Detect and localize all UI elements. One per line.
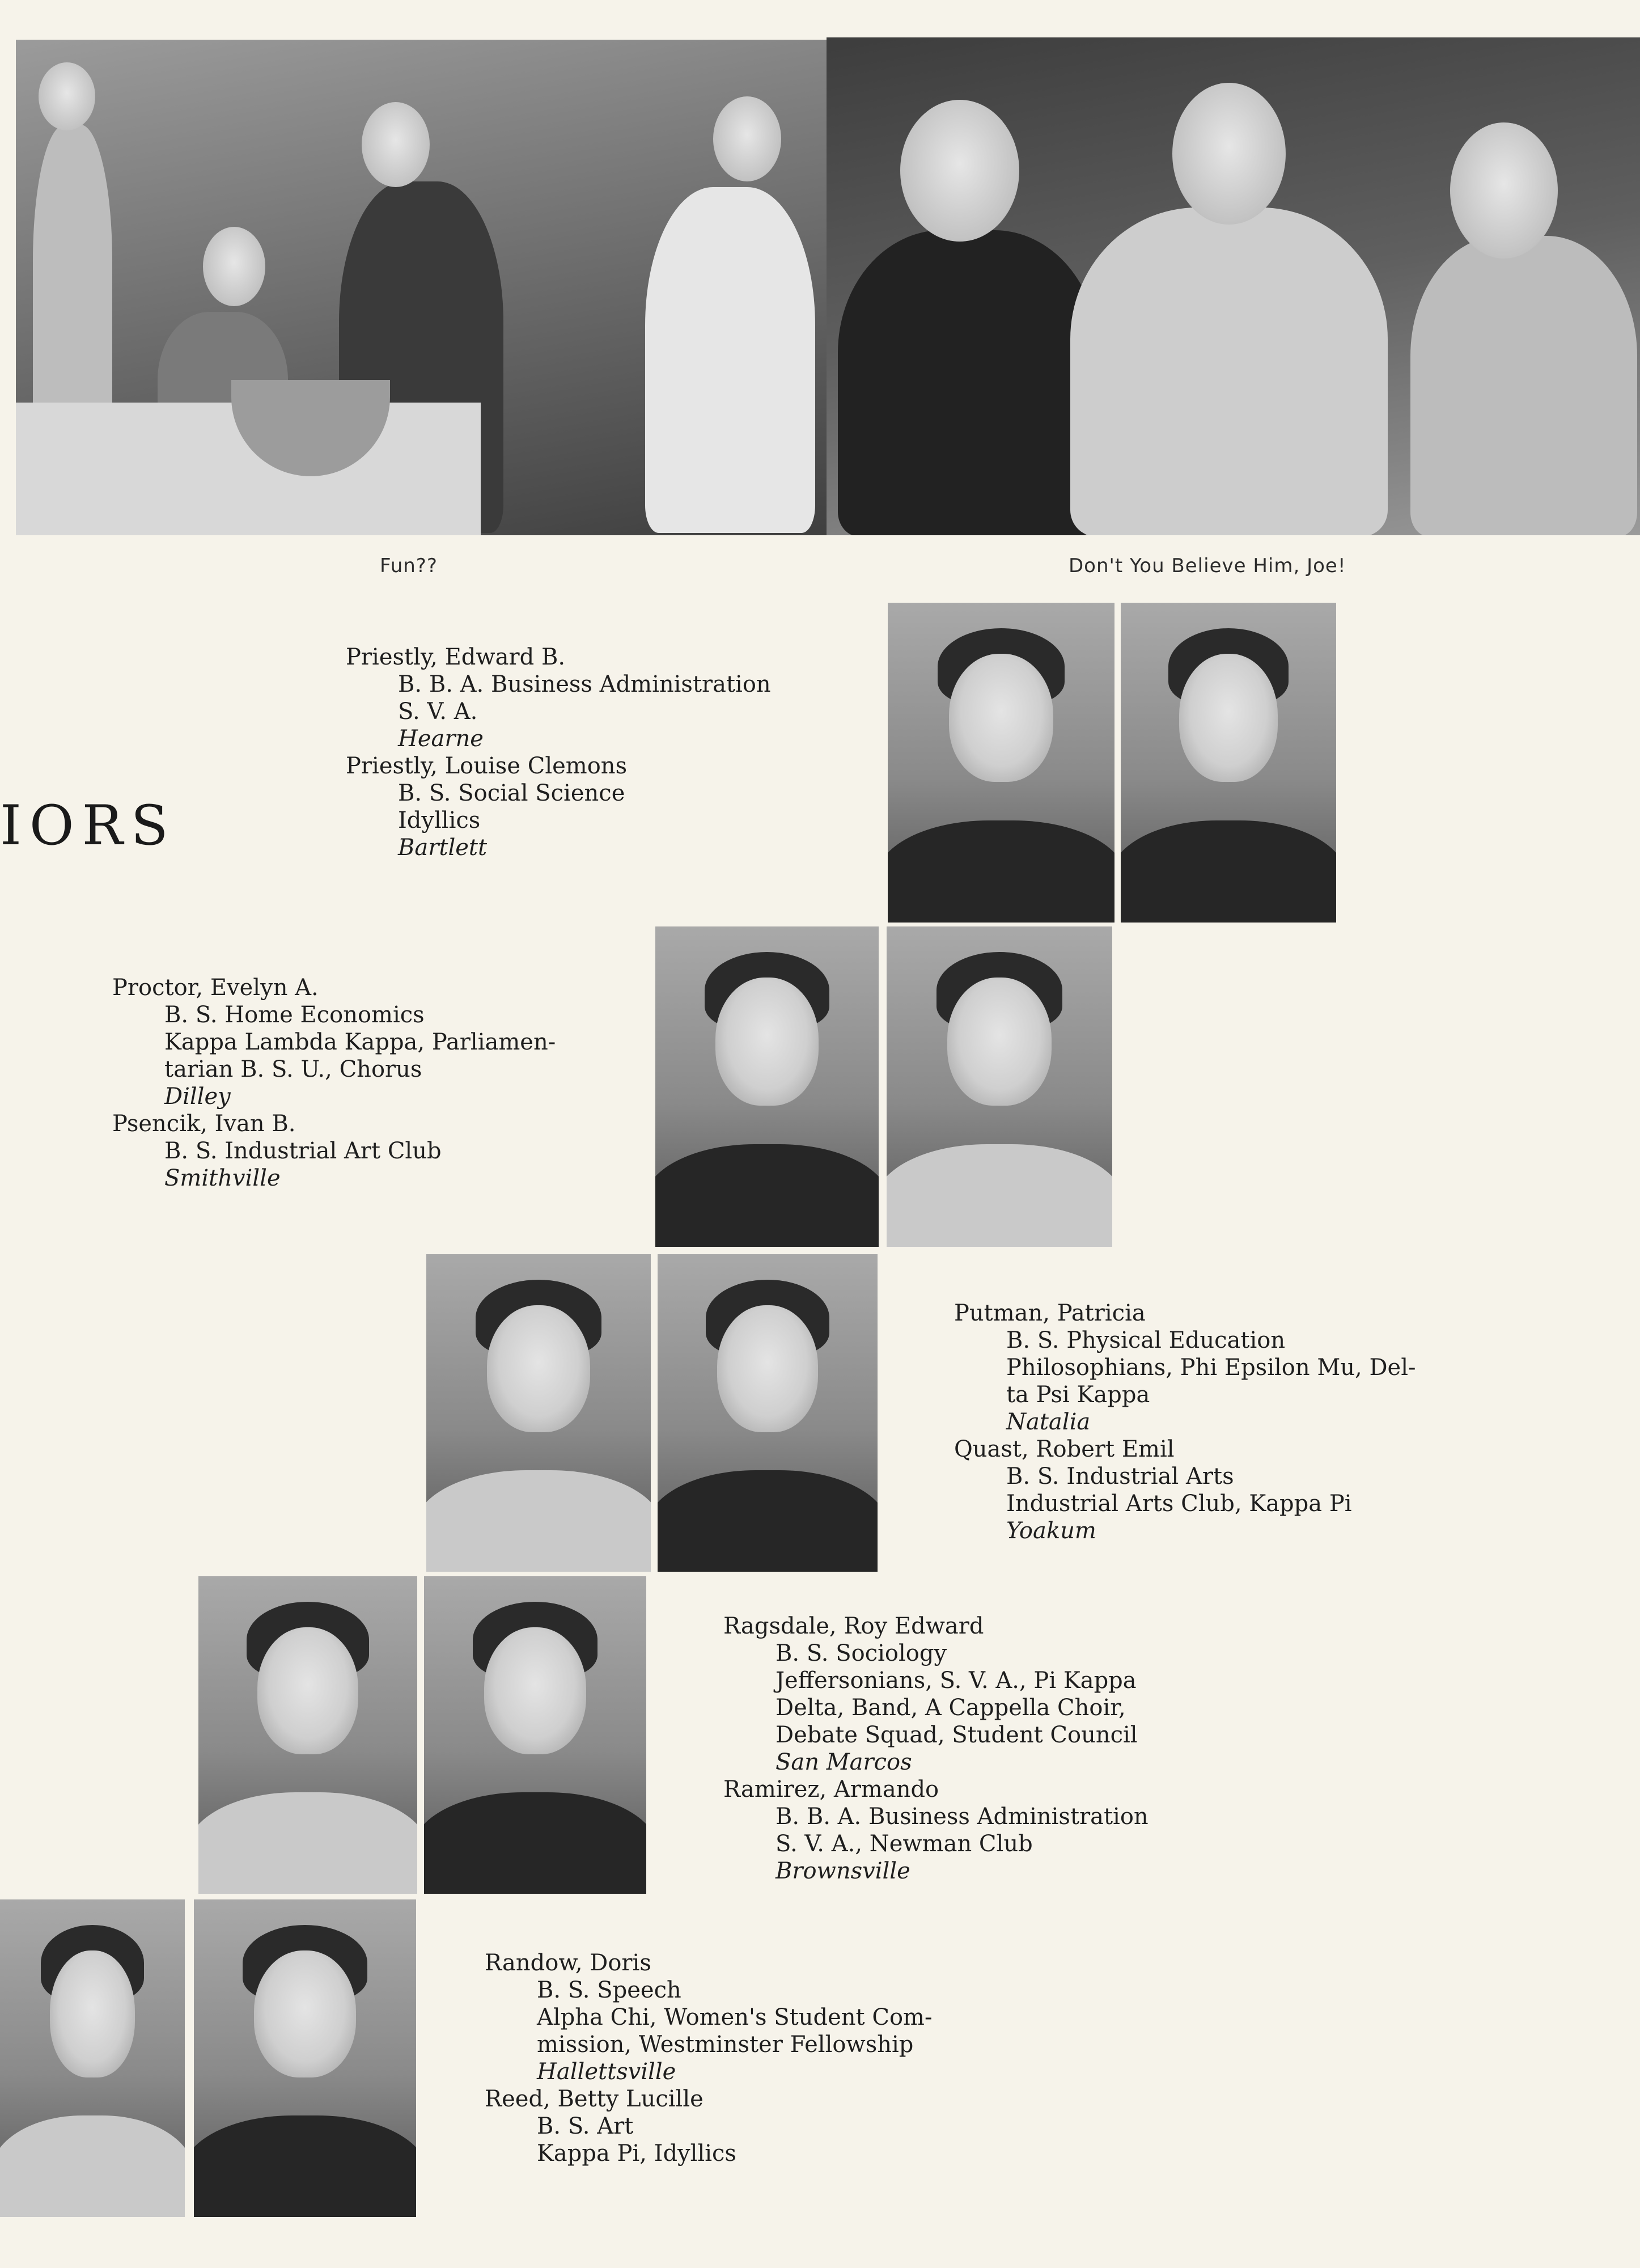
sofa-candid-photo: [827, 37, 1640, 535]
entry-name: Quast, Robert Emil: [954, 1436, 1175, 1462]
entry-degree: B. S. Sociology: [775, 1640, 947, 1666]
entry-degree: B. S. Speech: [537, 1977, 681, 2003]
portrait-ragsdale-roy: [198, 1576, 417, 1894]
entry-activities: Jeffersonians, S. V. A., Pi Kappa: [775, 1668, 1137, 1694]
entry-activities: ta Psi Kappa: [1006, 1382, 1150, 1408]
entry-hometown: Smithville: [164, 1165, 281, 1191]
entry-hometown: Brownsville: [775, 1858, 910, 1884]
entry-activities: Industrial Arts Club, Kappa Pi: [1006, 1491, 1352, 1517]
entry-degree: B. S. Art: [537, 2113, 634, 2139]
portrait-ramirez-armando: [424, 1576, 646, 1894]
entry-activities: mission, Westminster Fellowship: [537, 2032, 914, 2058]
entry-name: Reed, Betty Lucille: [485, 2086, 704, 2112]
entries-proctor-psencik: [112, 974, 556, 1192]
entry-hometown: Bartlett: [398, 835, 488, 861]
entry-degree: B. S. Social Science: [398, 780, 625, 806]
entry-activities: Idyllics: [398, 807, 481, 833]
entry-hometown: San Marcos: [775, 1749, 912, 1775]
portrait-reed-betty: [194, 1899, 416, 2217]
entry-degree: B. B. A. Business Administration: [398, 671, 771, 697]
entries-randow-reed: [485, 1949, 932, 2167]
entry-degree: B. S. Home Economics: [164, 1002, 425, 1028]
entry-degree: B. S. Industrial Arts: [1006, 1463, 1234, 1490]
entry-activities: tarian B. S. U., Chorus: [164, 1056, 422, 1082]
entry-name: Ramirez, Armando: [723, 1776, 939, 1802]
entry-hometown: Hallettsville: [537, 2059, 676, 2085]
kitchen-candid-photo: [16, 40, 827, 535]
portrait-putman-patricia: [426, 1254, 651, 1572]
entry-name: Randow, Doris: [485, 1950, 651, 1976]
entry-hometown: Dilley: [164, 1084, 231, 1110]
entry-degree: B. S. Physical Education: [1006, 1327, 1286, 1353]
portrait-priestly-louise: [1121, 603, 1336, 923]
entry-hometown: Yoakum: [1006, 1518, 1096, 1544]
entries-ragsdale-ramirez: [723, 1613, 1149, 1885]
entry-degree: B. B. A. Business Administration: [775, 1804, 1149, 1830]
portrait-priestly-edward: [888, 603, 1114, 923]
caption-fun: Fun??: [380, 555, 438, 577]
entry-activities: S. V. A.: [398, 699, 478, 725]
entry-hometown: Natalia: [1006, 1409, 1091, 1435]
portrait-psencik-ivan: [887, 926, 1112, 1247]
entry-activities: Kappa Lambda Kappa, Parliamen-: [164, 1029, 556, 1055]
caption-dont-you-believe-him: Don't You Believe Him, Joe!: [1069, 555, 1346, 577]
entry-name: Ragsdale, Roy Edward: [723, 1613, 984, 1639]
entry-name: Psencik, Ivan B.: [112, 1111, 296, 1137]
entry-name: Priestly, Louise Clemons: [346, 753, 628, 779]
entry-activities: Alpha Chi, Women's Student Com-: [537, 2004, 933, 2030]
entries-priestly: [346, 644, 771, 861]
portrait-randow-doris: [0, 1899, 185, 2217]
section-heading: IORS: [0, 794, 176, 857]
portrait-proctor-evelyn: [655, 926, 879, 1247]
entry-name: Putman, Patricia: [954, 1300, 1146, 1326]
entry-activities: Delta, Band, A Cappella Choir,: [775, 1695, 1126, 1721]
portrait-quast-robert: [658, 1254, 878, 1572]
entry-name: Proctor, Evelyn A.: [112, 975, 319, 1001]
entry-activities: Philosophians, Phi Epsilon Mu, Del-: [1006, 1355, 1416, 1381]
entries-putman-quast: [954, 1300, 1416, 1545]
entry-degree: B. S. Industrial Art Club: [164, 1138, 442, 1164]
entry-name: Priestly, Edward B.: [346, 644, 566, 670]
entry-activities: S. V. A., Newman Club: [775, 1831, 1033, 1857]
entry-hometown: Hearne: [398, 726, 484, 752]
entry-activities: Debate Squad, Student Council: [775, 1722, 1138, 1748]
entry-activities: Kappa Pi, Idyllics: [537, 2140, 736, 2167]
